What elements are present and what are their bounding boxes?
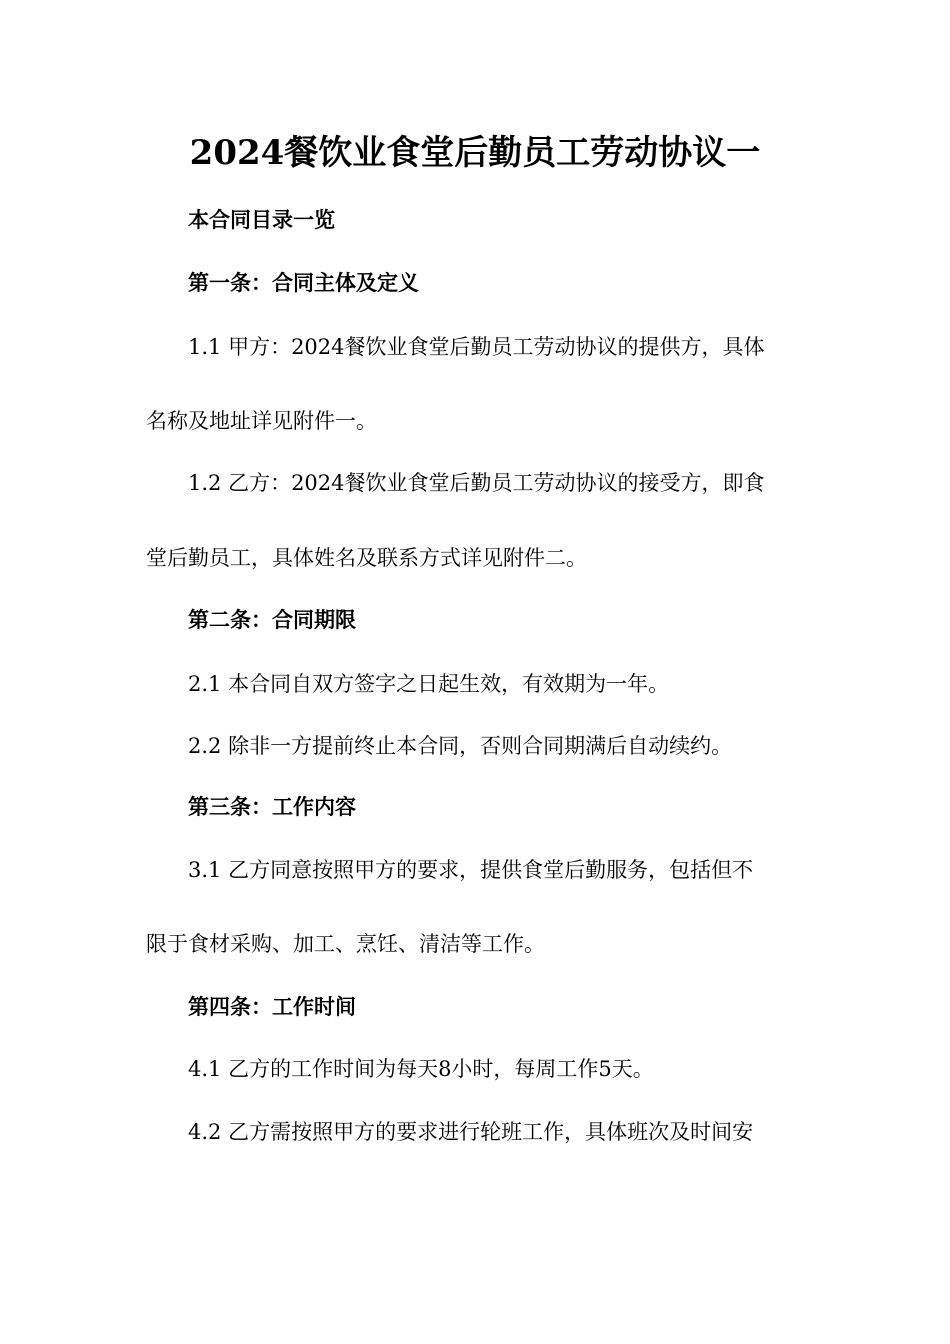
article-4-heading: 第四条：工作时间: [188, 994, 356, 1019]
article-2-heading: 第二条：合同期限: [188, 607, 356, 632]
clause-1-1-line-2: 名称及地址详见附件一。: [146, 409, 377, 433]
clause-2-1: 2.1 本合同自双方签字之日起生效，有效期为一年。: [188, 672, 670, 696]
clause-1-2-line-2: 堂后勤员工，具体姓名及联系方式详见附件二。: [146, 546, 587, 570]
clause-2-2: 2.2 除非一方提前终止本合同，否则合同期满后自动续约。: [188, 734, 733, 758]
clause-4-2-line-1: 4.2 乙方需按照甲方的要求进行轮班工作，具体班次及时间安: [188, 1120, 754, 1144]
clause-3-1-line-2: 限于食材采购、加工、烹饪、清洁等工作。: [146, 932, 545, 956]
document-title: 2024餐饮业食堂后勤员工劳动协议一: [189, 133, 761, 173]
toc-heading: 本合同目录一览: [188, 207, 335, 232]
article-1-heading: 第一条：合同主体及定义: [188, 270, 419, 295]
clause-3-1-line-1: 3.1 乙方同意按照甲方的要求，提供食堂后勤服务，包括但不: [188, 858, 754, 882]
clause-1-2-line-1: 1.2 乙方：2024餐饮业食堂后勤员工劳动协议的接受方，即食: [188, 471, 765, 495]
clause-1-1-line-1: 1.1 甲方：2024餐饮业食堂后勤员工劳动协议的提供方，具体: [188, 335, 765, 359]
clause-4-1: 4.1 乙方的工作时间为每天8小时，每周工作5天。: [188, 1057, 654, 1081]
article-3-heading: 第三条：工作内容: [188, 794, 356, 819]
